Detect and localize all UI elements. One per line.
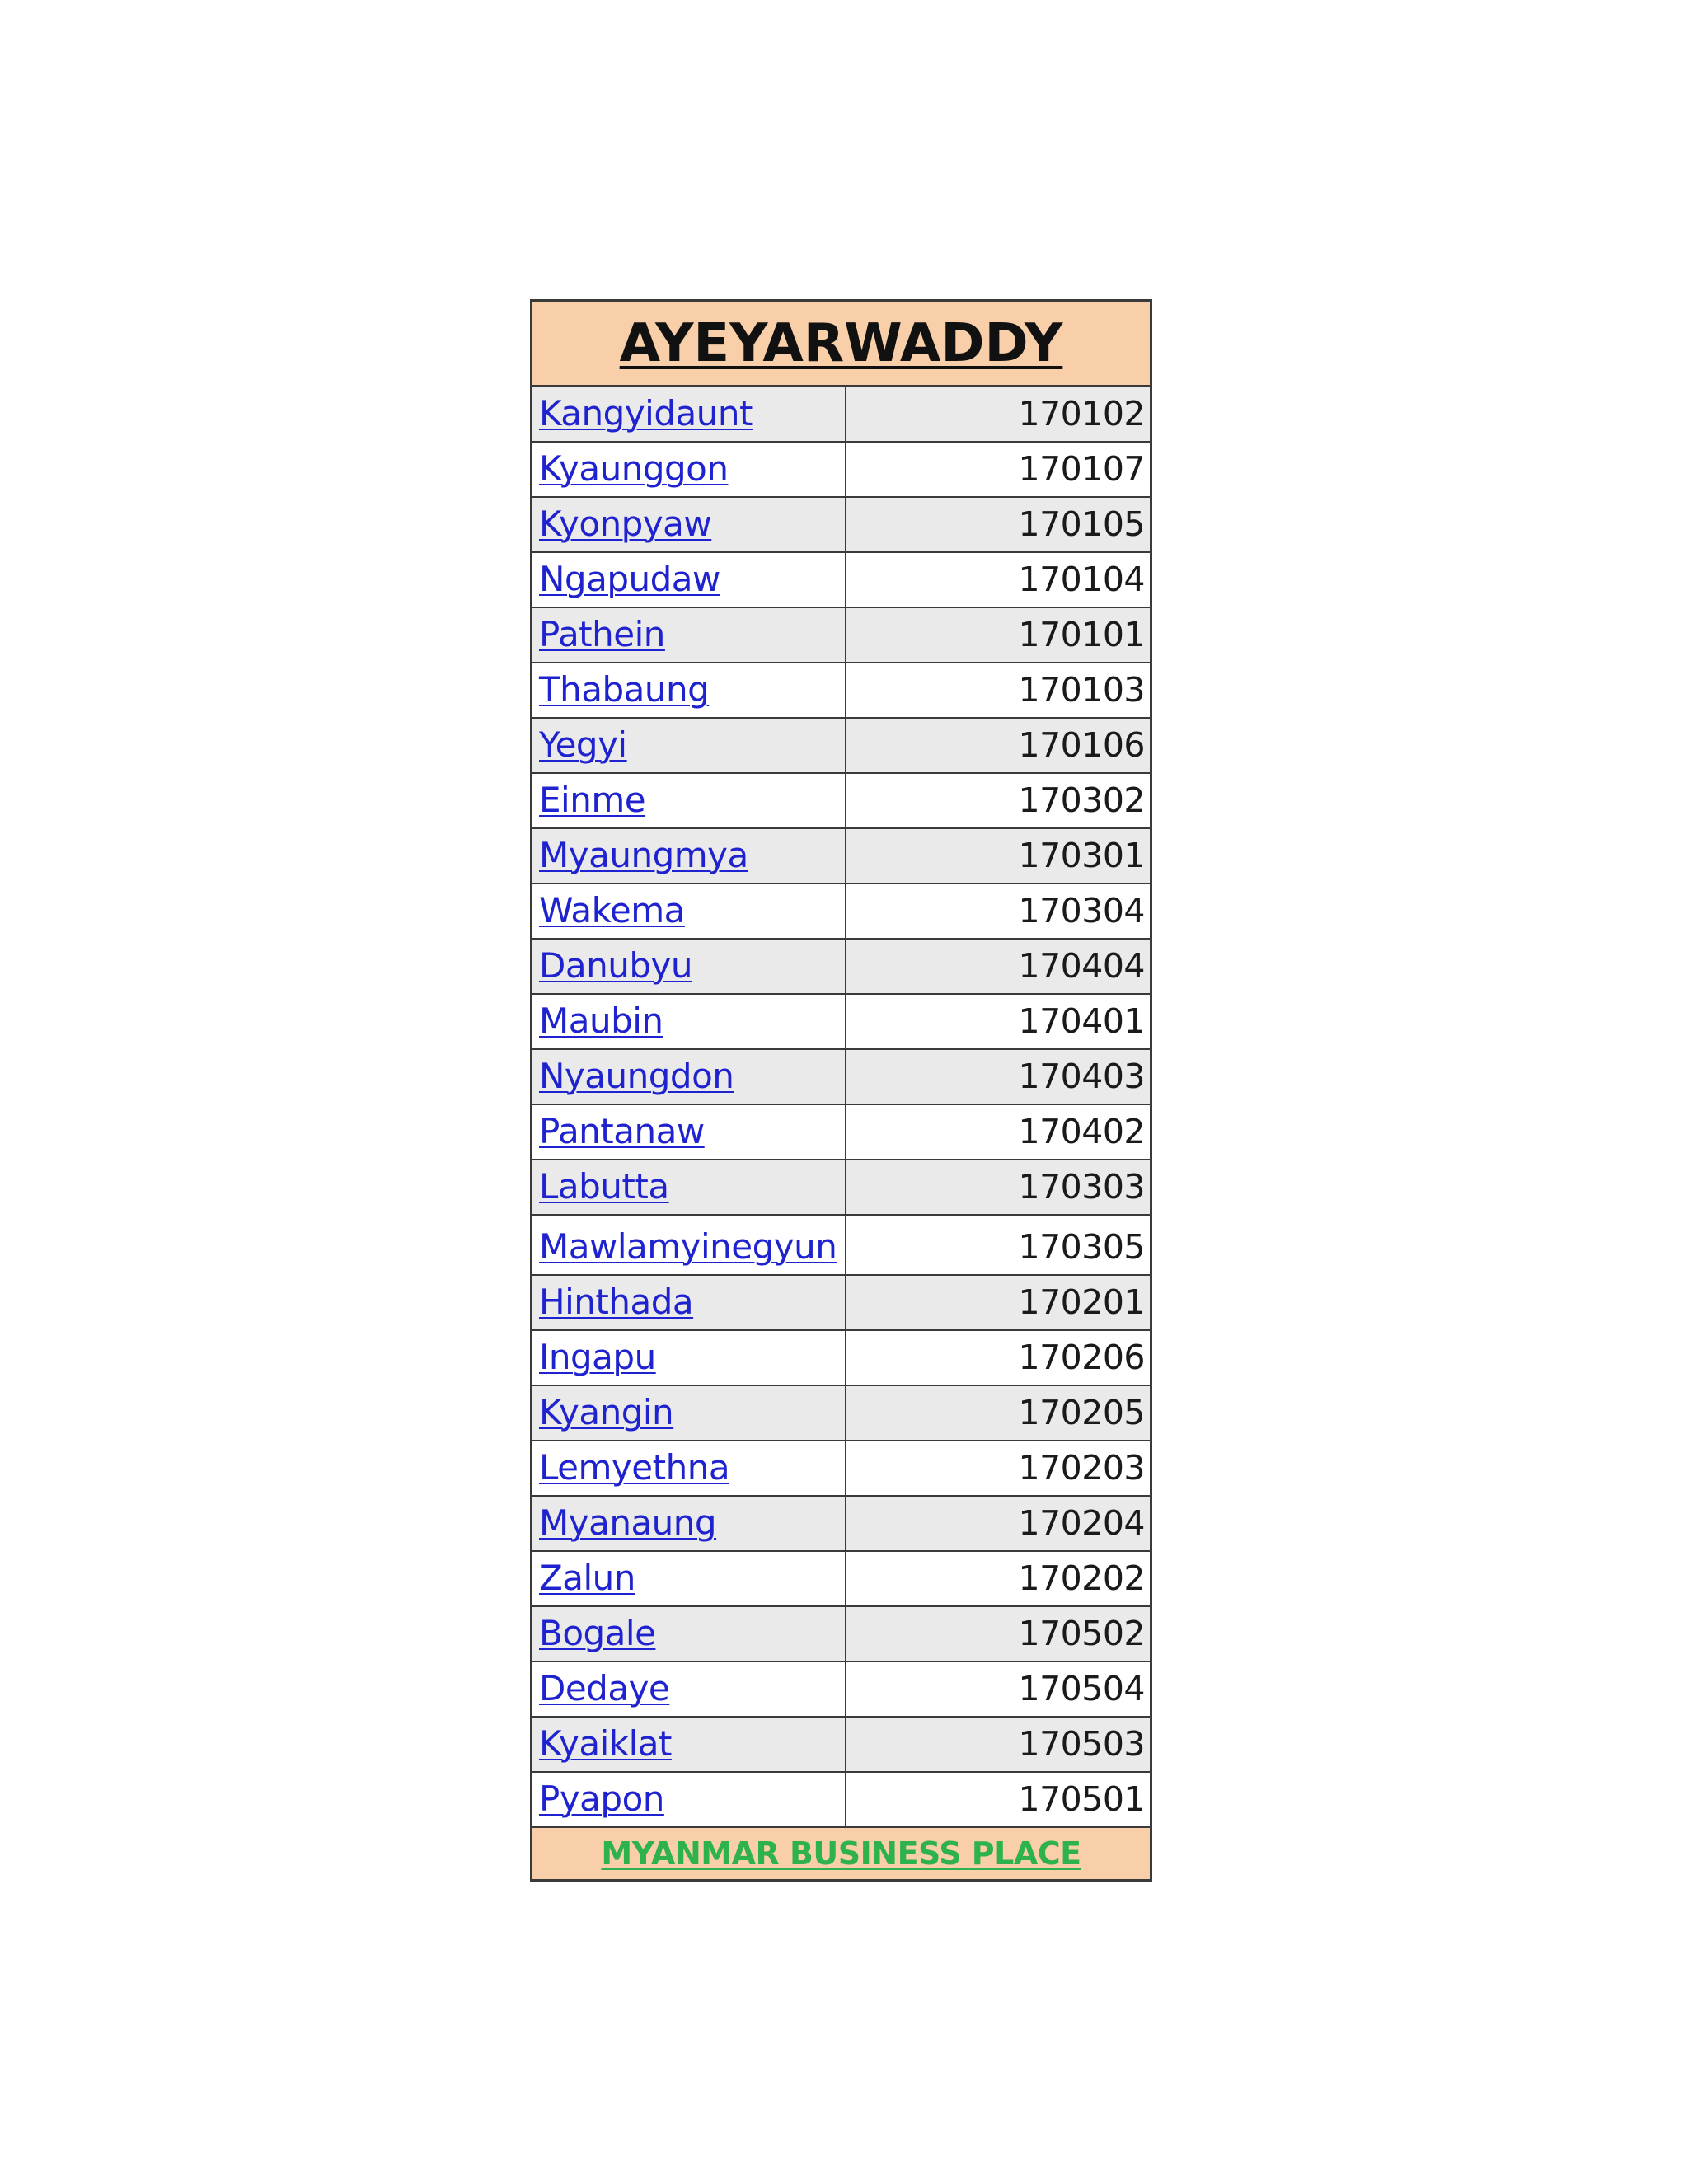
township-link[interactable]: Myanaung bbox=[539, 1502, 717, 1543]
township-name-cell bbox=[532, 1160, 846, 1214]
table-row bbox=[532, 1216, 1150, 1276]
table-row bbox=[532, 1050, 1150, 1105]
township-name-cell bbox=[532, 1331, 846, 1385]
township-name-cell bbox=[532, 1662, 846, 1716]
township-code-cell: 170103 bbox=[1018, 670, 1145, 710]
table-row bbox=[532, 719, 1150, 774]
township-code-cell: 170201 bbox=[1018, 1282, 1145, 1322]
table-row bbox=[532, 1105, 1150, 1160]
township-name-cell bbox=[532, 608, 846, 662]
township-link[interactable]: Thabaung bbox=[539, 669, 710, 710]
table-row bbox=[532, 1607, 1150, 1662]
township-name-cell bbox=[532, 1497, 846, 1550]
township-code-cell: 170104 bbox=[1018, 560, 1145, 599]
township-name-cell bbox=[532, 663, 846, 717]
table-footer bbox=[532, 1828, 1150, 1879]
township-code-cell: 170504 bbox=[1018, 1669, 1145, 1708]
township-name-cell bbox=[532, 1773, 846, 1826]
table-row bbox=[532, 1773, 1150, 1828]
township-name-cell bbox=[532, 940, 846, 993]
table-body bbox=[532, 387, 1150, 1828]
township-link[interactable]: Bogale bbox=[539, 1613, 656, 1653]
township-code-cell: 170106 bbox=[1018, 725, 1145, 765]
table-row bbox=[532, 940, 1150, 995]
table-row bbox=[532, 1160, 1150, 1216]
township-code-cell: 170402 bbox=[1018, 1112, 1145, 1151]
township-link[interactable]: Zalun bbox=[539, 1558, 635, 1598]
table-header bbox=[532, 302, 1150, 387]
township-code-cell: 170404 bbox=[1018, 946, 1145, 986]
township-code-cell: 170301 bbox=[1018, 836, 1145, 875]
township-link[interactable]: Nyaungdon bbox=[539, 1056, 734, 1096]
township-name-cell bbox=[532, 995, 846, 1048]
township-link[interactable]: Einme bbox=[539, 780, 646, 820]
table-row bbox=[532, 1441, 1150, 1497]
township-code-cell: 170303 bbox=[1018, 1167, 1145, 1207]
township-name-cell bbox=[532, 1718, 846, 1771]
township-link[interactable]: Pathein bbox=[539, 614, 665, 654]
table-row bbox=[532, 995, 1150, 1050]
township-code-cell: 170205 bbox=[1018, 1393, 1145, 1432]
township-code-cell: 170501 bbox=[1018, 1779, 1145, 1819]
township-code-cell: 170105 bbox=[1018, 504, 1145, 544]
township-link[interactable]: Pantanaw bbox=[539, 1111, 705, 1151]
township-code-cell: 170203 bbox=[1018, 1448, 1145, 1488]
table-row bbox=[532, 553, 1150, 608]
township-name-cell bbox=[532, 498, 846, 551]
township-code-cell: 170101 bbox=[1018, 615, 1145, 654]
township-code-cell: 170102 bbox=[1018, 394, 1145, 434]
table-row bbox=[532, 663, 1150, 719]
table-row bbox=[532, 774, 1150, 829]
table-row bbox=[532, 1497, 1150, 1552]
township-link[interactable]: Danubyu bbox=[539, 945, 692, 986]
table-row bbox=[532, 1718, 1150, 1773]
township-name-cell bbox=[532, 1216, 846, 1274]
township-link[interactable]: Kyonpyaw bbox=[539, 504, 712, 544]
township-name-cell bbox=[532, 1105, 846, 1159]
township-link[interactable]: Kyaunggon bbox=[539, 448, 729, 489]
township-name-cell bbox=[532, 884, 846, 938]
township-name-cell bbox=[532, 1552, 846, 1605]
township-link[interactable]: Yegyi bbox=[539, 724, 627, 765]
township-link[interactable]: Maubin bbox=[539, 1001, 663, 1041]
township-link[interactable]: Labutta bbox=[539, 1166, 669, 1207]
township-link[interactable]: Kangyidaunt bbox=[539, 393, 753, 434]
table-row bbox=[532, 608, 1150, 663]
township-code-cell: 170502 bbox=[1018, 1614, 1145, 1653]
township-link[interactable]: Wakema bbox=[539, 890, 685, 930]
township-name-cell bbox=[532, 443, 846, 496]
township-code-cell: 170403 bbox=[1018, 1057, 1145, 1096]
township-code-table bbox=[530, 299, 1152, 1882]
township-link[interactable]: Kyangin bbox=[539, 1392, 674, 1432]
township-code-cell: 170204 bbox=[1018, 1503, 1145, 1543]
table-row bbox=[532, 829, 1150, 884]
township-code-cell: 170503 bbox=[1018, 1724, 1145, 1764]
table-row bbox=[532, 1276, 1150, 1331]
township-name-cell bbox=[532, 1276, 846, 1329]
township-code-cell: 170107 bbox=[1018, 449, 1145, 489]
region-title: AYEYARWADDY bbox=[619, 312, 1063, 374]
township-name-cell bbox=[532, 553, 846, 607]
table-row bbox=[532, 387, 1150, 443]
township-name-cell bbox=[532, 1441, 846, 1495]
township-link[interactable]: Ngapudaw bbox=[539, 559, 720, 599]
township-link[interactable]: Dedaye bbox=[539, 1668, 670, 1708]
township-link[interactable]: Mawlamyinegyun bbox=[539, 1226, 837, 1267]
table-row bbox=[532, 884, 1150, 940]
township-code-cell: 170202 bbox=[1018, 1558, 1145, 1598]
township-name-cell bbox=[532, 719, 846, 772]
township-code-cell: 170304 bbox=[1018, 891, 1145, 930]
township-link[interactable]: Kyaiklat bbox=[539, 1723, 672, 1764]
footer-link[interactable]: MYANMAR BUSINESS PLACE bbox=[601, 1835, 1081, 1872]
table-row bbox=[532, 1552, 1150, 1607]
township-name-cell bbox=[532, 829, 846, 883]
township-link[interactable]: Pyapon bbox=[539, 1779, 664, 1819]
township-name-cell bbox=[532, 1607, 846, 1661]
township-name-cell bbox=[532, 774, 846, 827]
table-row bbox=[532, 1386, 1150, 1441]
township-link[interactable]: Ingapu bbox=[539, 1337, 656, 1377]
township-link[interactable]: Lemyethna bbox=[539, 1447, 730, 1488]
township-code-cell: 170302 bbox=[1018, 780, 1145, 820]
table-row bbox=[532, 1331, 1150, 1386]
township-name-cell bbox=[532, 1050, 846, 1104]
table-row bbox=[532, 498, 1150, 553]
township-code-cell: 170401 bbox=[1018, 1001, 1145, 1041]
township-name-cell bbox=[532, 387, 846, 441]
township-code-cell: 170206 bbox=[1018, 1338, 1145, 1377]
township-code-cell: 170305 bbox=[1018, 1227, 1145, 1267]
township-name-cell bbox=[532, 1386, 846, 1440]
table-row bbox=[532, 443, 1150, 498]
table-row bbox=[532, 1662, 1150, 1718]
township-link[interactable]: Hinthada bbox=[539, 1282, 694, 1322]
township-link[interactable]: Myaungmya bbox=[539, 835, 748, 875]
